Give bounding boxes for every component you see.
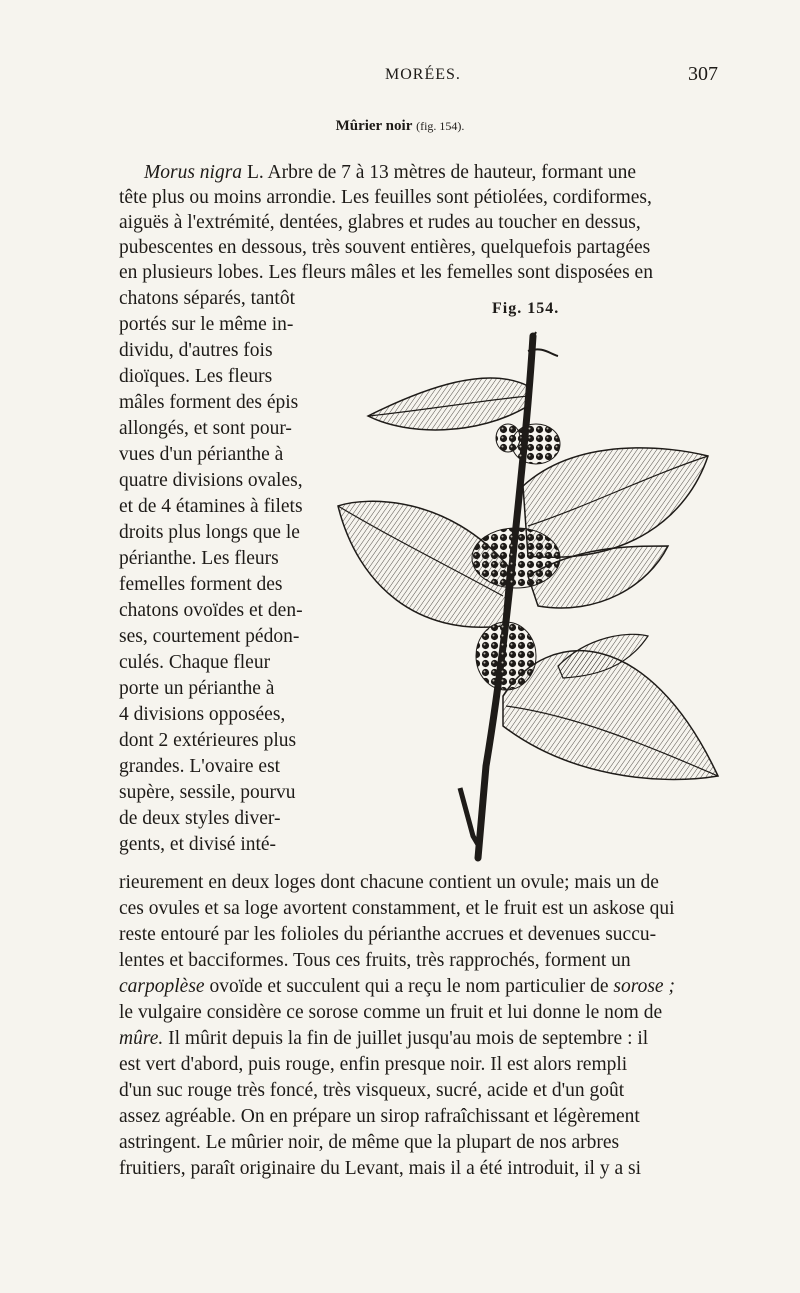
body-line: carpoplèse ovoïde et succulent qui a reçu le nom particulier de sorose ; xyxy=(119,976,675,997)
running-title: MORÉES. xyxy=(385,66,461,83)
body-line: lentes et bacciformes. Tous ces fruits, très rapprochés, forment un xyxy=(119,950,631,971)
body-line: 4 divisions opposées, xyxy=(119,704,286,725)
term-mure: mûre. xyxy=(119,1028,164,1049)
body-line: portés sur le même in- xyxy=(119,314,294,335)
body-line: d'un suc rouge très foncé, très visqueux, sucré, acide et d'un goût xyxy=(119,1080,625,1101)
body-line: quatre divisions ovales, xyxy=(119,470,303,491)
body-line: reste entouré par les folioles du périanthe accrues et devenues succu- xyxy=(119,924,657,945)
body-line: chatons séparés, tantôt xyxy=(119,288,295,309)
body-line: aiguës à l'extrémité, dentées, glabres et rudes au toucher en dessus, xyxy=(119,212,641,233)
body-line: culés. Chaque fleur xyxy=(119,652,271,673)
body-line: droits plus longs que le xyxy=(119,522,300,543)
body-line: vues d'un périanthe à xyxy=(119,444,284,465)
body-line: périanthe. Les fleurs xyxy=(119,548,279,569)
term-sorose: sorose ; xyxy=(613,976,675,997)
page-number: 307 xyxy=(688,63,718,85)
body-line: de deux styles diver- xyxy=(119,808,281,829)
body-line: est vert d'abord, puis rouge, enfin presque noir. Il est alors rempli xyxy=(119,1054,628,1075)
body-line: ses, courtement pédon- xyxy=(119,626,300,647)
term-carpoplese: carpoplèse xyxy=(119,976,205,997)
species-name: Morus nigra xyxy=(144,162,243,183)
body-line: dont 2 extérieures plus xyxy=(119,730,297,751)
body-line: astringent. Le mûrier noir, de même que la plupart de nos arbres xyxy=(119,1132,620,1153)
body-line: en plusieurs lobes. Les fleurs mâles et les femelles sont disposées en xyxy=(119,262,653,283)
body-line: femelles forment des xyxy=(119,574,283,595)
body-line: dioïques. Les fleurs xyxy=(119,366,273,387)
body-line: fruitiers, paraît originaire du Levant, mais il a été introduit, il y a si xyxy=(119,1158,642,1179)
body-line: rieurement en deux loges dont chacune contient un ovule; mais un de xyxy=(119,872,659,893)
body-line: pubescentes en dessous, très souvent entières, quelquefois partagées xyxy=(119,237,651,258)
section-title-figure-ref: (fig. 154). xyxy=(416,119,465,133)
body-line: ces ovules et sa loge avortent constamment, et le fruit est un askose qui xyxy=(119,898,675,919)
body-line: et de 4 étamines à filets xyxy=(119,496,303,517)
body-line: grandes. L'ovaire est xyxy=(119,756,281,777)
body-line: tête plus ou moins arrondie. Les feuilles sont pétiolées, cordiformes, xyxy=(119,187,652,208)
body-line: porte un périanthe à xyxy=(119,678,275,699)
body-line: assez agréable. On en prépare un sirop rafraîchissant et légèrement xyxy=(119,1106,640,1127)
body-line: dividu, d'autres fois xyxy=(119,340,273,361)
body-line: gents, et divisé inté- xyxy=(119,834,277,855)
figure-caption: Fig. 154. xyxy=(492,300,560,317)
running-head xyxy=(0,63,800,96)
section-title xyxy=(0,118,800,135)
section-title-name: Mûrier noir xyxy=(335,118,413,134)
body-line: le vulgaire considère ce sorose comme un fruit et lui donne le nom de xyxy=(119,1002,663,1023)
body-line: supère, sessile, pourvu xyxy=(119,782,296,803)
mulberry-branch-illustration xyxy=(328,326,728,866)
body-line: mûre. Il mûrit depuis la fin de juillet jusqu'au mois de septembre : il xyxy=(119,1028,649,1049)
body-line: mâles forment des épis xyxy=(119,392,299,413)
body-line: Morus nigra L. Arbre de 7 à 13 mètres de hauteur, formant une xyxy=(144,162,637,183)
body-line: chatons ovoïdes et den- xyxy=(119,600,303,621)
body-line: allongés, et sont pour- xyxy=(119,418,292,439)
